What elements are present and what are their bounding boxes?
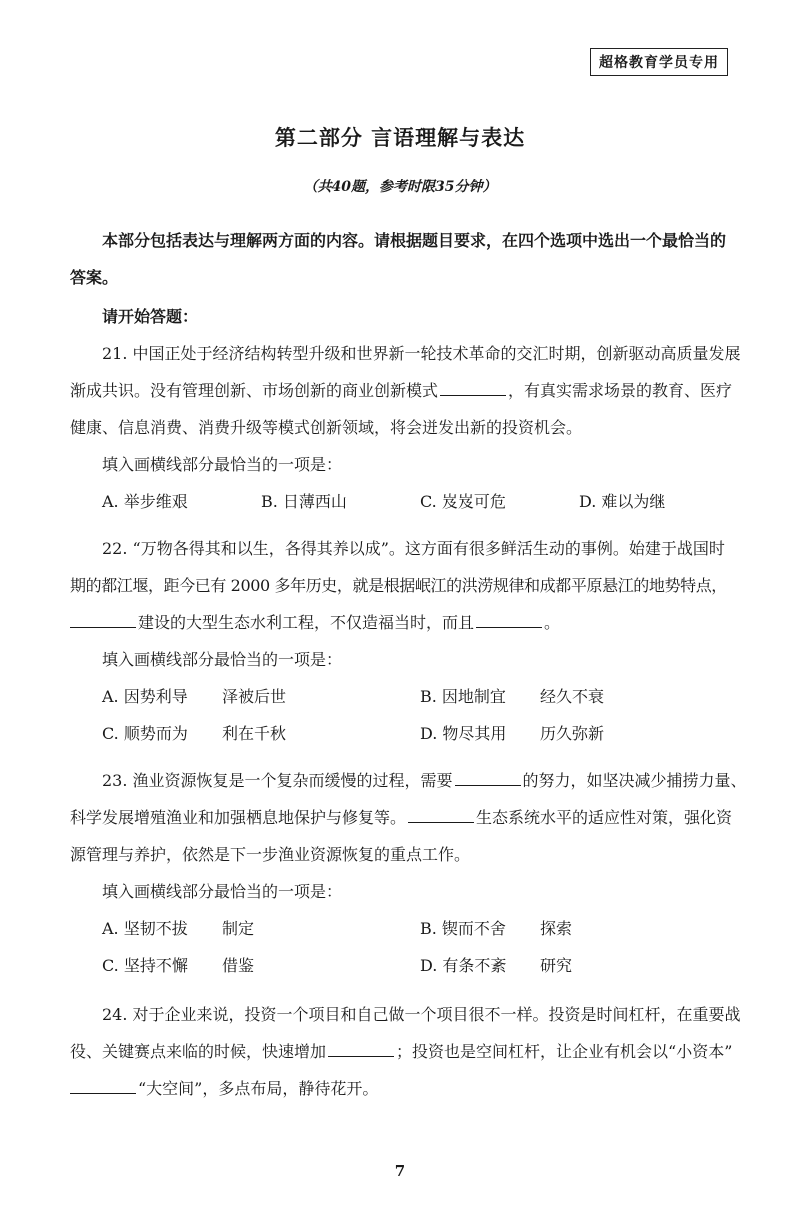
q21-option-a[interactable]: A. 举步维艰 [102,492,188,511]
q24-blank-1 [328,1040,394,1057]
q23-line-1b: 的努力，如坚决减少捕捞力量、 [522,771,747,790]
q23-option-b-word-2: 探索 [540,919,573,938]
question-22 [70,530,738,752]
q24-line-2b: ；投资也是空间杠杆，让企业有机会以“小资本” [396,1042,733,1061]
student-only-stamp: 超格教育学员专用 [590,48,728,76]
q23-option-b-word-1: B. 锲而不舍 [420,919,506,938]
question-24 [70,996,741,1107]
q21-line-3: 健康、信息消费、消费升级等模式创新领域，将会迸发出新的投资机会。 [70,418,583,437]
q21-blank [440,379,506,396]
q22-option-c-word-1: C. 顺势而为 [102,724,188,743]
q21-line-2b: ，有真实需求场景的教育、医疗 [508,381,733,400]
q22-options-row-1 [70,678,738,715]
q23-option-d[interactable] [420,947,738,984]
q22-option-a[interactable] [102,678,420,715]
q22-option-c[interactable] [102,715,420,752]
q22-line-3 [70,604,738,641]
q22-option-d-word-2: 历久弥新 [540,724,605,743]
q22-option-b-word-1: B. 因地制宜 [420,687,506,706]
q22-option-d[interactable] [420,715,738,752]
q23-option-c-word-1: C. 坚持不懈 [102,956,188,975]
q21-line-1: 21. 中国正处于经济结构转型升级和世界新一轮技术革命的交汇时期，创新驱动高质量发展 [102,344,741,363]
q24-line-3-text: “大空间”，多点布局，静待花开。 [138,1079,379,1098]
intro-line-2: 答案。 [70,268,119,287]
q21-prompt: 填入画横线部分最恰当的一项是： [102,455,343,474]
intro-block [70,222,738,296]
q22-option-a-word-2: 泽被后世 [222,687,287,706]
q23-option-a-word-2: 制定 [222,919,255,938]
q22-line-2: 期的都江堰，距今已有 2000 多年历史，就是根据岷江的洪涝规律和成都平原悬江的地势特点， [70,576,727,595]
q23-option-c[interactable] [102,947,420,984]
q21-option-b[interactable]: B. 日薄西山 [261,492,347,511]
q24-line-3 [70,1070,738,1107]
q23-options-row-2 [70,947,738,984]
q23-line-2b: 生态系统水平的适应性对策，强化资 [476,808,733,827]
q22-prompt: 填入画横线部分最恰当的一项是： [102,650,343,669]
q23-option-a[interactable] [102,910,420,947]
q22-line-3a: 建设的大型生态水利工程，不仅造福当时，而且 [138,613,475,632]
q23-line-3: 源管理与养护，依然是下一步渔业资源恢复的重点工作。 [70,845,471,864]
q22-options-row-2 [70,715,738,752]
q22-blank-2 [476,611,542,628]
section-title: 第二部分 言语理解与表达 [274,125,526,150]
intro-line-1: 本部分包括表达与理解两方面的内容。请根据题目要求，在四个选项中选出一个最恰当的 [102,231,727,250]
q23-blank-2 [408,806,474,823]
page-number: 7 [394,1162,406,1180]
q22-option-d-word-1: D. 物尽其用 [420,724,507,743]
q22-line-3b: 。 [544,613,561,632]
q23-option-b[interactable] [420,910,738,947]
q22-blank-1 [70,611,136,628]
start-instruction: 请开始答题： [102,307,199,326]
q21-option-c[interactable]: C. 岌岌可危 [420,492,506,511]
q23-line-2a: 科学发展增殖渔业和加强栖息地保护与修复等。 [70,808,407,827]
q21-option-d[interactable]: D. 难以为继 [579,492,666,511]
q22-option-a-word-1: A. 因势利导 [102,687,188,706]
q21-line-2a: 渐成共识。没有管理创新、市场创新的商业创新模式 [70,381,439,400]
q23-option-d-word-2: 研究 [540,956,573,975]
q22-option-b[interactable] [420,678,738,715]
q24-line-2a: 役、关键赛点来临的时候，快速增加 [70,1042,327,1061]
q23-line-1 [70,762,747,799]
q23-line-2 [70,799,738,836]
q24-line-2 [70,1033,738,1070]
q22-option-c-word-2: 利在千秋 [222,724,287,743]
question-23 [70,762,747,984]
section-subtitle: （共40题，参考时限35分钟） [303,179,497,195]
question-21 [70,335,741,520]
q23-option-c-word-2: 借鉴 [222,956,255,975]
q23-prompt: 填入画横线部分最恰当的一项是： [102,882,343,901]
q23-line-1a: 23. 渔业资源恢复是一个复杂而缓慢的过程，需要 [102,771,453,790]
q22-line-1: 22. “万物各得其和以生，各得其养以成”。这方面有很多鲜活生动的事例。始建于战国时 [102,539,725,558]
q23-option-d-word-1: D. 有条不紊 [420,956,507,975]
q22-option-b-word-2: 经久不衰 [540,687,605,706]
start-instruction-block [70,298,738,335]
q23-option-a-word-1: A. 坚韧不拔 [102,919,188,938]
q24-line-1: 24. 对于企业来说，投资一个项目和自己做一个项目很不一样。投资是时间杠杆，在重要战 [102,1005,741,1024]
q23-blank-1 [455,769,521,786]
q21-options [70,483,738,520]
q24-blank-2 [70,1077,136,1094]
q23-options-row-1 [70,910,738,947]
q21-line-2 [70,372,738,409]
